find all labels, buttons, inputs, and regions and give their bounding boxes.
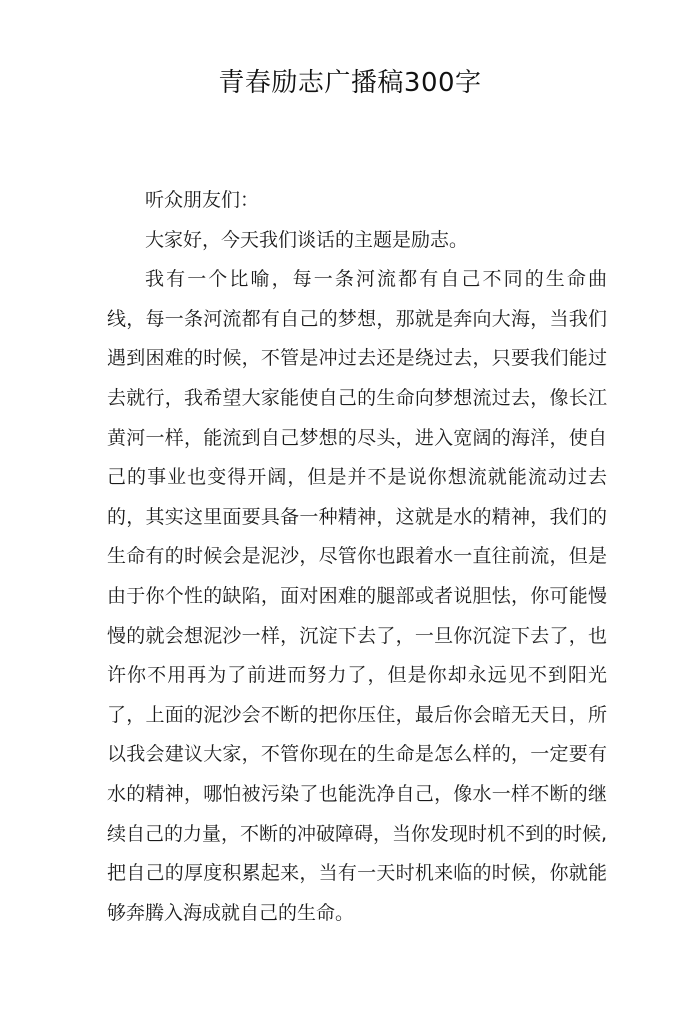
- paragraph-line: 去就行，我希望大家能使自己的生命向梦想流过去，像长江: [107, 386, 607, 409]
- page-title: 青春励志广播稿300字: [218, 68, 482, 98]
- paragraph-line: 我有一个比喻，每一条河流都有自己不同的生命曲: [145, 268, 607, 291]
- paragraph-line: 许你不用再为了前进而努力了，但是你却永远见不到阳光: [107, 664, 607, 687]
- paragraph-line: 线，每一条河流都有自己的梦想，那就是奔向大海，当我们: [107, 307, 607, 330]
- body-text: [107, 181, 607, 933]
- paragraph-line: 续自己的力量，不断的冲破障碍，当你发现时机不到的时候,: [107, 822, 608, 845]
- paragraph-line: 慢的就会想泥沙一样，沉淀下去了，一旦你沉淀下去了，也: [107, 624, 607, 647]
- paragraph-line: 黄河一样，能流到自己梦想的尽头，进入宽阔的海洋，使自: [107, 426, 607, 449]
- paragraph-line: 己的事业也变得开阔，但是并不是说你想流就能流动过去: [107, 466, 607, 489]
- paragraph-line: 了，上面的泥沙会不断的把你压住，最后你会暗无天日，所: [107, 703, 607, 726]
- paragraph-line: 遇到困难的时候，不管是冲过去还是绕过去，只要我们能过: [107, 347, 607, 370]
- paragraph-line: 由于你个性的缺陷，面对困难的腿部或者说胆怯，你可能慢: [107, 584, 607, 607]
- salutation: 听众朋友们：: [145, 189, 260, 211]
- paragraph-line: 够奔腾入海成就自己的生命。: [107, 901, 355, 924]
- paragraph-line: 以我会建议大家，不管你现在的生命是怎么样的，一定要有: [107, 743, 607, 766]
- opening-line: 大家好，今天我们谈话的主题是励志。: [145, 228, 469, 251]
- paragraph-line: 生命有的时候会是泥沙，尽管你也跟着水一直往前流，但是: [107, 545, 607, 568]
- paragraph-line: 的，其实这里面要具备一种精神，这就是水的精神，我们的: [107, 505, 607, 528]
- paragraph-line: 把自己的厚度积累起来，当有一天时机来临的时候，你就能: [107, 862, 607, 885]
- paragraph-line: 水的精神，哪怕被污染了也能洗净自己，像水一样不断的继: [107, 782, 607, 805]
